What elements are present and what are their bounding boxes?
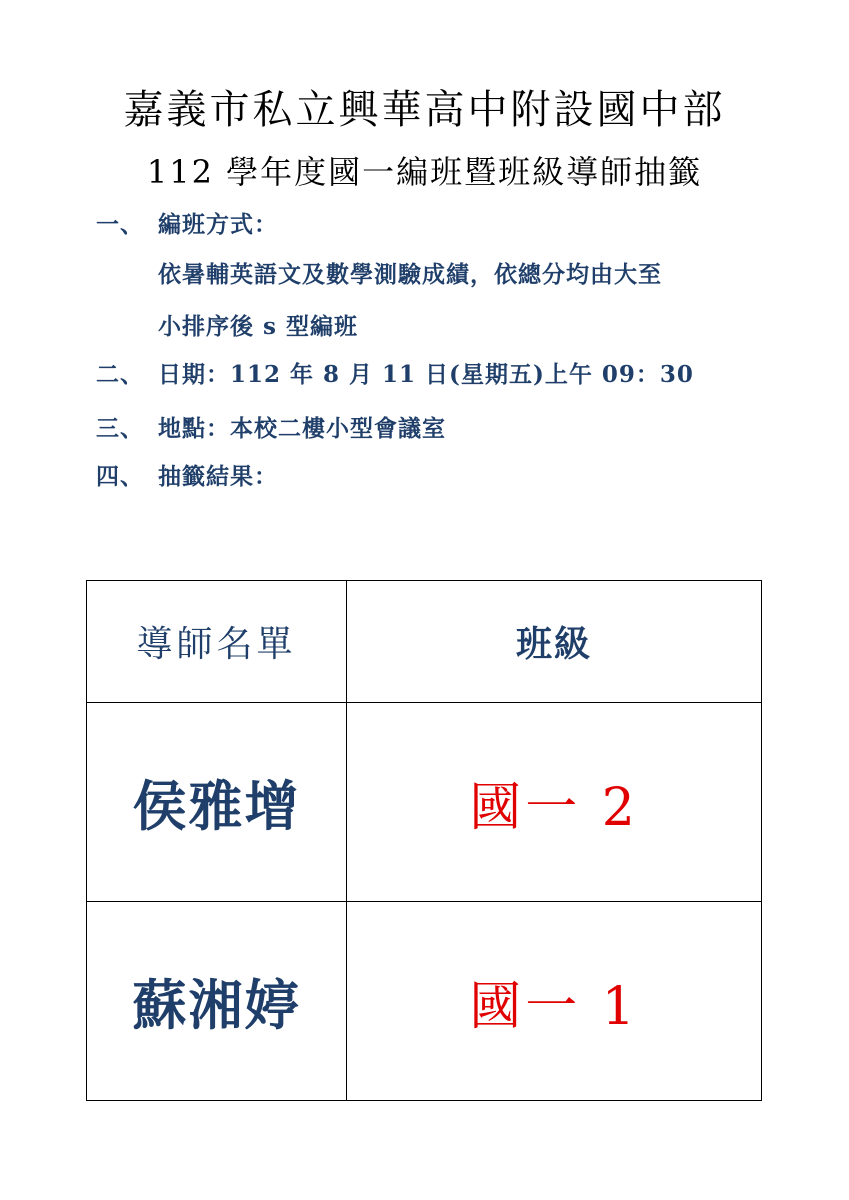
header-class: 班級 <box>347 581 762 703</box>
teacher-name: 蘇湘婷 <box>87 902 347 1101</box>
header-teacher-list: 導師名單 <box>87 581 347 703</box>
draw-results-table <box>86 580 762 1101</box>
section-number: 四、 <box>96 463 144 490</box>
class-assignment: 國一 2 <box>347 703 762 902</box>
table-header-row <box>87 581 762 703</box>
arrangement-detail-line-2: 小排序後 s 型編班 <box>158 313 358 340</box>
section-number: 二、 <box>96 361 144 388</box>
arrangement-detail-line-1: 依暑輔英語文及數學測驗成績，依總分均由大至 <box>158 261 662 288</box>
section-date <box>96 356 694 389</box>
table-row <box>87 902 762 1101</box>
section-number: 三、 <box>96 415 144 442</box>
section-label: 地點：本校二樓小型會議室 <box>158 415 446 442</box>
section-label: 抽籤結果： <box>158 463 278 490</box>
teacher-name: 侯雅增 <box>87 703 347 902</box>
section-number: 一、 <box>96 211 144 238</box>
section-label: 編班方式： <box>158 211 278 238</box>
section-results <box>96 458 278 491</box>
section-label: 日期：112 年 8 月 11 日(星期五)上午 09：30 <box>158 361 694 388</box>
school-title: 嘉義市私立興華高中附設國中部 <box>123 87 726 133</box>
section-location <box>96 410 446 443</box>
class-assignment: 國一 1 <box>347 902 762 1101</box>
event-title: 112 學年度國一編班暨班級導師抽籤 <box>146 153 703 191</box>
section-arrangement <box>96 206 278 239</box>
table-row <box>87 703 762 902</box>
